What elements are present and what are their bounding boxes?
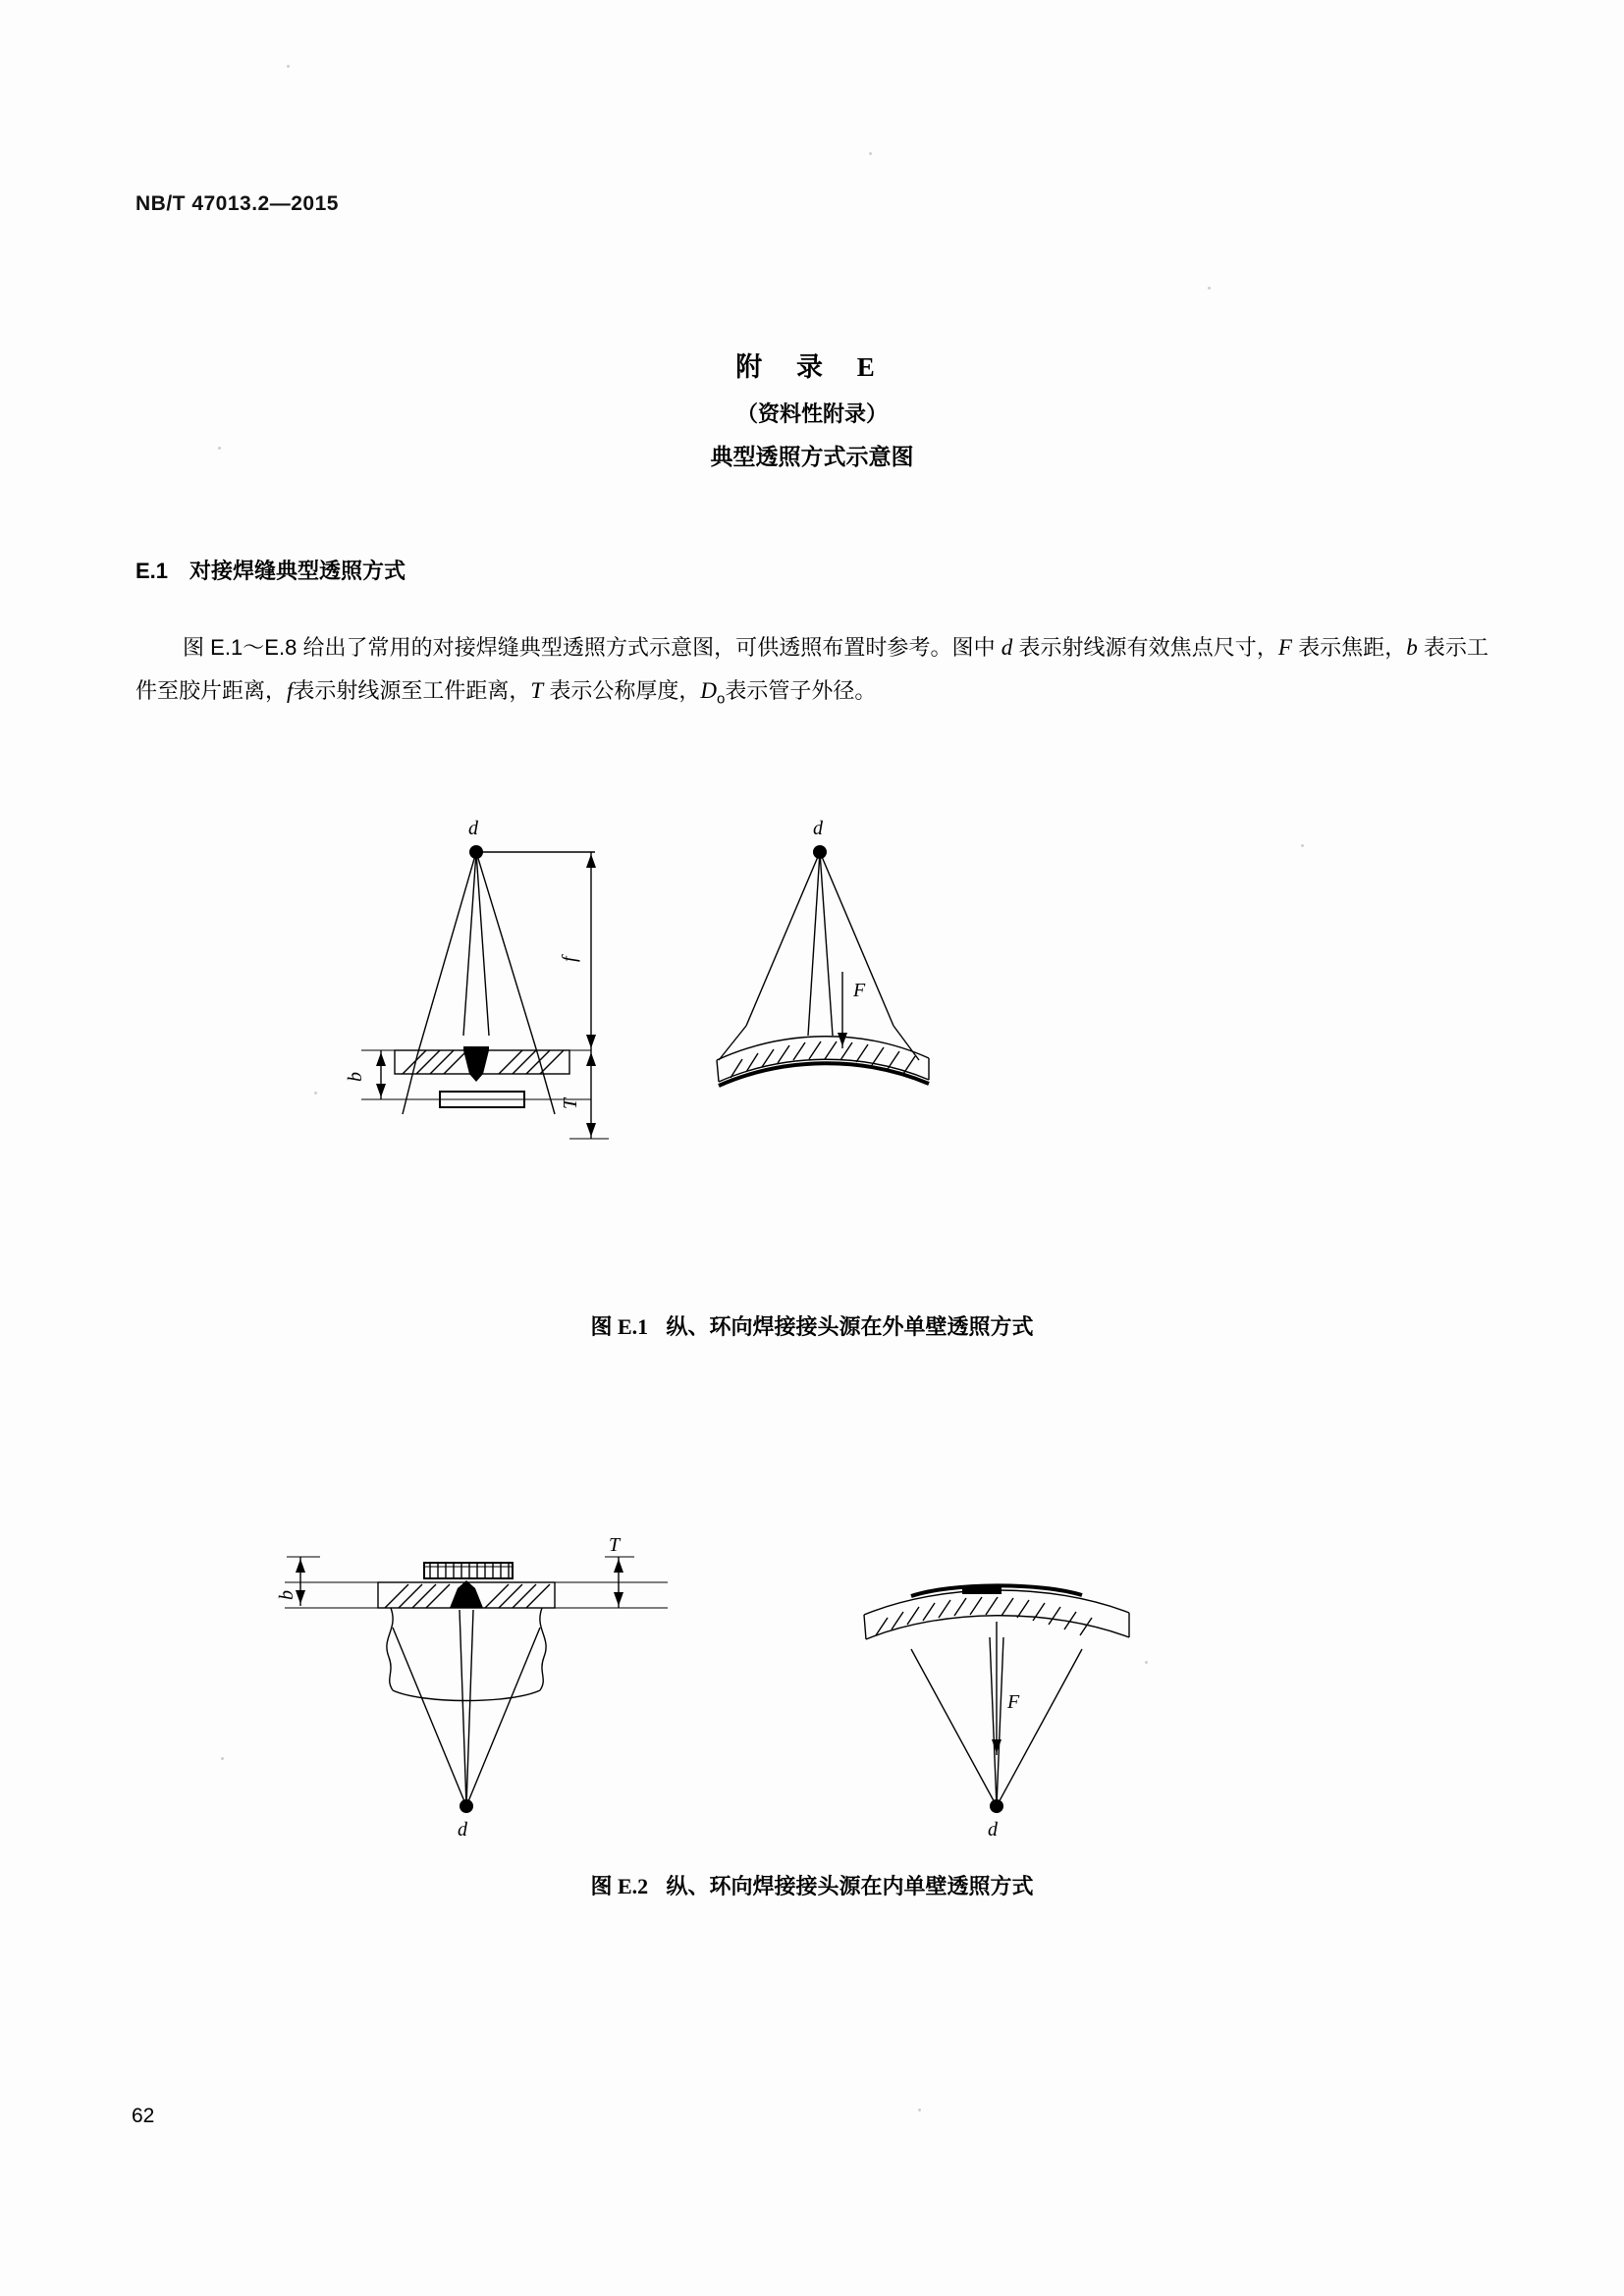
section-number: E.1 [135,559,169,583]
figure-e1 [345,815,1257,1291]
scan-speck [918,2109,921,2111]
figure-e1-label-f: f [559,956,580,962]
figure-e1-label-b: b [345,1072,366,1082]
figure-e2-label-b: b [276,1590,298,1600]
figure-e1-label-T: T [560,1097,581,1109]
scan-speck [1301,844,1304,847]
appendix-subtitle-name: 典型透照方式示意图 [710,444,914,469]
figure-e1-caption [0,1310,1624,1341]
figure-e1-caption-label: 图 E.1 [590,1314,649,1339]
figure-e2-caption-text: 纵、环向焊接接头源在内单壁透照方式 [666,1874,1034,1898]
figure-e1-caption-text: 纵、环向焊接接头源在外单壁透照方式 [666,1314,1034,1339]
figure-e1-label-d-left: d [468,818,478,839]
section-heading [135,555,406,585]
scan-speck [221,1757,224,1760]
appendix-title: 附 录 E [735,352,889,382]
scan-speck [314,1092,317,1095]
scan-speck [869,152,872,155]
document-header-code: NB/T 47013.2—2015 [135,192,339,215]
figure-e2-label-d-left: d [458,1819,467,1841]
appendix-subtitle-informative: （资料性附录） [735,401,888,426]
figure-e1-label-F: F [853,980,866,1001]
figure-e2-label-d-right: d [988,1819,998,1841]
figure-e2-caption-label: 图 E.2 [590,1874,649,1898]
figure-e2 [275,1512,1355,1841]
scan-speck [287,65,290,68]
page-number: 62 [132,2105,155,2127]
figure-e2-label-T: T [609,1534,621,1556]
scan-speck [1208,287,1211,290]
section-paragraph: 图 E.1～E.8 给出了常用的对接焊缝典型透照方式示意图，可供透照布置时参考。图中 d 表示射线源有效焦点尺寸，F 表示焦距，b 表示工件至胶片距离，f表示射线源至工件距离，T 表示公称厚度，$D_o$表示管子外径。 [135,635,1489,708]
figure-e1-label-d-right: d [813,818,823,839]
figure-e2-caption [0,1870,1624,1900]
figure-e2-label-F: F [1007,1691,1020,1713]
section-title: 对接焊缝典型透照方式 [189,559,406,583]
